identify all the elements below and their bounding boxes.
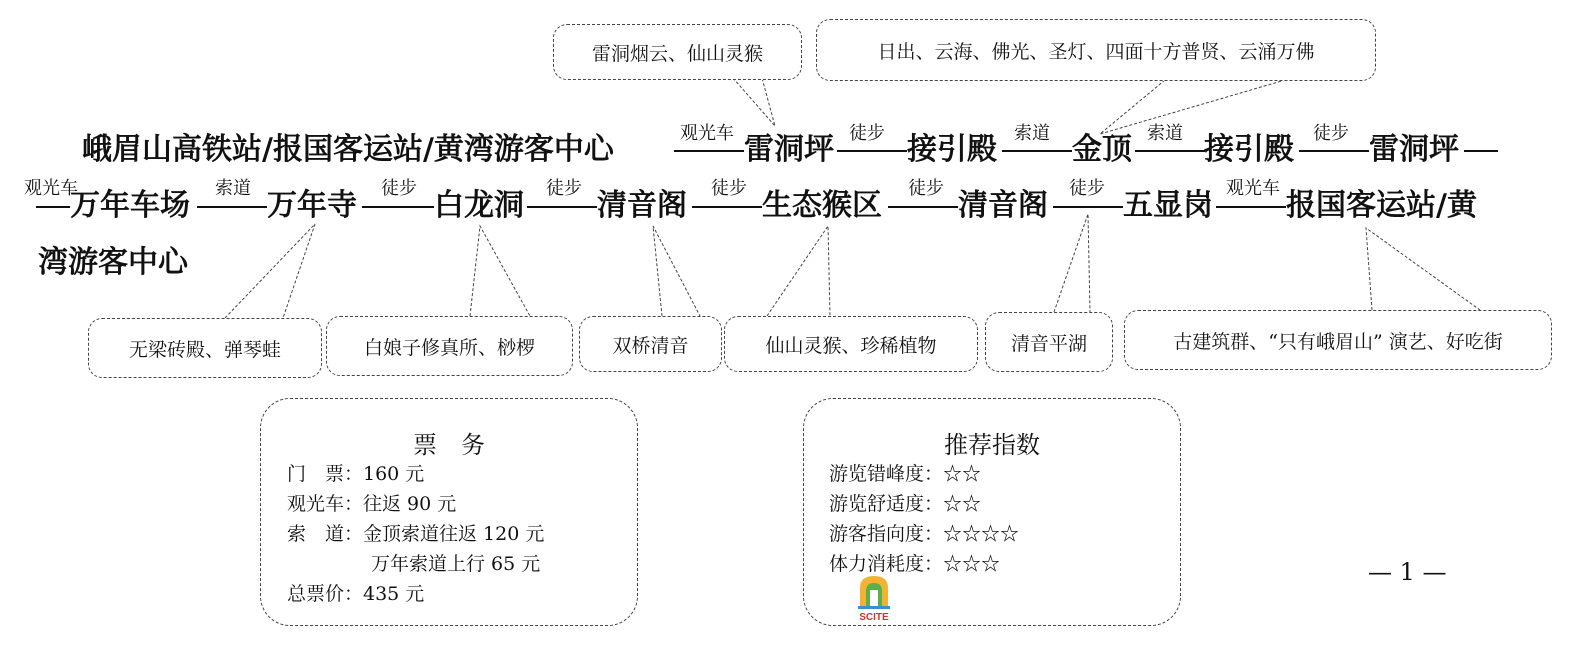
segment-line xyxy=(1299,150,1369,152)
place-leidongping: 雷洞坪 xyxy=(744,132,834,167)
recommend-line-stamina: 体力消耗度：☆☆☆ xyxy=(829,553,1001,575)
segment-label: 徒步 xyxy=(1069,178,1105,199)
callout-baoguo: 古建筑群、“只有峨眉山” 演艺、好吃街 xyxy=(1124,310,1552,370)
segment-line xyxy=(1216,206,1286,208)
place-huangwan-end: 湾游客中心 xyxy=(38,245,188,280)
place-jieyindian: 接引殿 xyxy=(907,132,997,167)
callout-jinding: 日出、云海、佛光、圣灯、四面十方普贤、云涌万佛 xyxy=(816,19,1376,81)
segment-label: 徒步 xyxy=(908,178,944,199)
segment-line xyxy=(1135,150,1205,152)
tickets-title: 票 务 xyxy=(413,431,485,459)
leader-leidong xyxy=(733,78,775,126)
segment-label: 观光车 xyxy=(1226,178,1280,199)
segment-line xyxy=(527,206,597,208)
segment-line xyxy=(837,150,907,152)
place-jinding: 金顶 xyxy=(1072,132,1132,167)
callout-qingyin: 双桥清音 xyxy=(579,316,722,372)
place-bailongdong: 白龙洞 xyxy=(434,188,524,223)
segment-line xyxy=(674,150,744,152)
leader-wannian xyxy=(225,224,315,318)
place-baoguo-end: 报国客运站/黄 xyxy=(1286,188,1477,223)
segment-line xyxy=(888,206,958,208)
segment-label: 索道 xyxy=(215,178,251,199)
place-wuxiangang: 五显岗 xyxy=(1123,188,1213,223)
segment-line xyxy=(1464,150,1498,152)
callout-wannian: 无梁砖殿、弹琴蛙 xyxy=(88,318,322,378)
place-leidongping-return: 雷洞坪 xyxy=(1369,132,1459,167)
callout-bailong: 白娘子修真所、桫椤 xyxy=(326,316,573,376)
recommend-panel xyxy=(803,398,1181,626)
segment-line xyxy=(362,206,434,208)
recommend-line-popularity: 游客指向度：☆☆☆☆ xyxy=(829,523,1020,545)
svg-text:SCITE: SCITE xyxy=(859,612,889,622)
segment-label: 观光车 xyxy=(24,178,78,199)
page-number: — 1 — xyxy=(1368,558,1447,586)
recommend-title: 推荐指数 xyxy=(944,431,1040,459)
segment-label: 索道 xyxy=(1147,123,1183,144)
ticket-line-entrance: 门 票：160 元 xyxy=(287,463,425,485)
scite-logo-icon xyxy=(854,574,894,622)
segment-label: 观光车 xyxy=(680,123,734,144)
leader-jinding xyxy=(1100,80,1285,134)
place-wanniansi: 万年寺 xyxy=(267,188,357,223)
segment-label: 徒步 xyxy=(1313,123,1349,144)
ticket-line-cableway: 索 道：金顶索道往返 120 元 xyxy=(287,523,545,545)
leader-monkey xyxy=(767,226,830,316)
route-start: 峨眉山高铁站/报国客运站/黄湾游客中心 xyxy=(82,132,614,167)
leader-qingyin xyxy=(653,226,700,316)
ticket-line-wannian-cableway: 万年索道上行 65 元 xyxy=(371,553,541,575)
segment-label: 徒步 xyxy=(546,178,582,199)
segment-label: 索道 xyxy=(1014,123,1050,144)
recommend-line-offpeak: 游览错峰度：☆☆ xyxy=(829,463,982,485)
segment-line xyxy=(1053,206,1123,208)
place-qingyinge-return: 清音阁 xyxy=(958,188,1048,223)
tickets-panel xyxy=(260,398,638,626)
place-jieyindian-return: 接引殿 xyxy=(1204,132,1294,167)
callout-monkey: 仙山灵猴、珍稀植物 xyxy=(724,316,978,372)
segment-label: 徒步 xyxy=(849,123,885,144)
segment-line xyxy=(197,206,267,208)
place-wannian-station: 万年车场 xyxy=(70,188,190,223)
callout-leidong: 雷洞烟云、仙山灵猴 xyxy=(553,24,802,80)
callout-wuxian: 清音平湖 xyxy=(985,312,1113,372)
leader-wuxian xyxy=(1054,214,1090,312)
ticket-line-total: 总票价：435 元 xyxy=(287,583,425,605)
place-qingyinge: 清音阁 xyxy=(597,188,687,223)
recommend-line-comfort: 游览舒适度：☆☆ xyxy=(829,493,982,515)
leader-baoguo xyxy=(1366,228,1480,310)
segment-line xyxy=(1002,150,1072,152)
segment-line xyxy=(692,206,762,208)
segment-label: 徒步 xyxy=(381,178,417,199)
leader-bailong xyxy=(470,226,530,316)
ticket-line-bus: 观光车：往返 90 元 xyxy=(287,493,457,515)
segment-line xyxy=(36,206,70,208)
place-monkey-zone: 生态猴区 xyxy=(762,188,882,223)
segment-label: 徒步 xyxy=(711,178,747,199)
